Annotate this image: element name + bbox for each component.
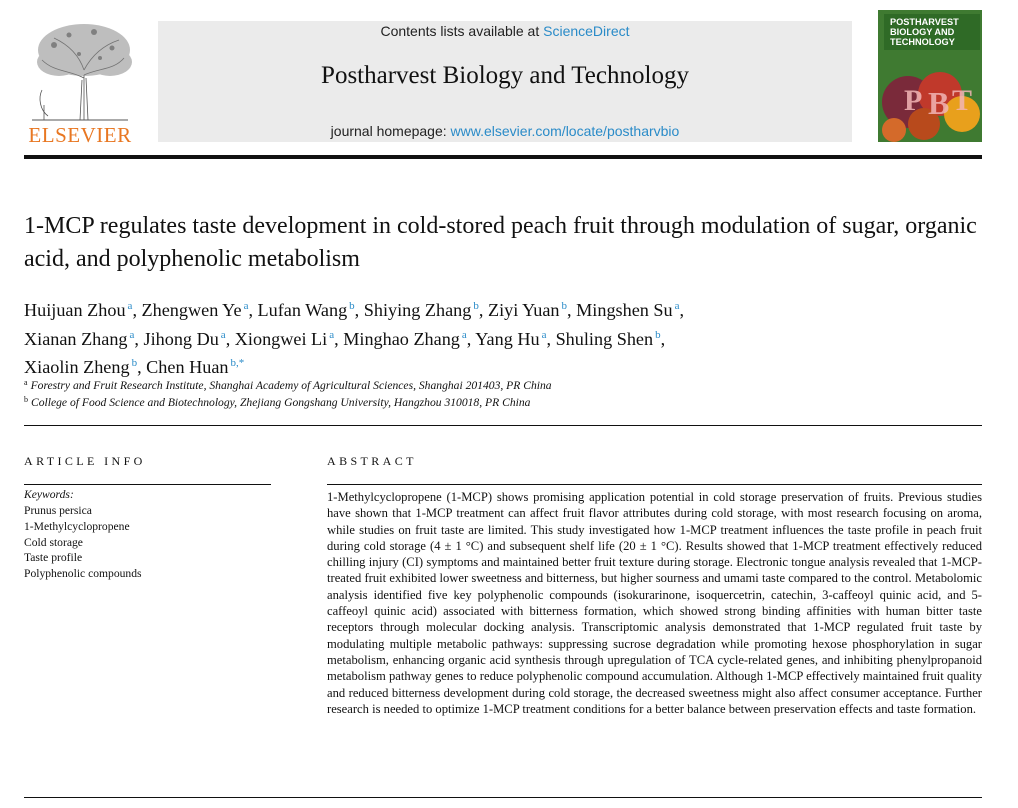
svg-text:P: P [904, 84, 923, 117]
author-affiliation-mark[interactable]: a [461, 328, 467, 341]
author-affiliation-mark[interactable]: b [561, 300, 568, 312]
svg-text:B: B [928, 85, 950, 121]
footer-rule [24, 797, 982, 798]
author-name[interactable]: Minghao Zhang [343, 328, 460, 349]
homepage-line [158, 123, 852, 139]
author-name[interactable]: Shiying Zhang [363, 300, 472, 320]
sciencedirect-link[interactable]: ScienceDirect [543, 23, 630, 39]
author-affiliation-mark[interactable]: b,* [230, 357, 245, 369]
elsevier-logo [24, 20, 136, 148]
affiliation-b [24, 395, 984, 409]
article-title: 1-MCP regulates taste development in cold-stored peach fruit through modulation of sugar, organic acid, and polyphenolic metabolism [24, 213, 977, 272]
section-rule [24, 425, 982, 426]
author-affiliation-mark[interactable]: a [674, 300, 680, 312]
svg-text:T: T [952, 84, 973, 117]
journal-homepage-link[interactable]: www.elsevier.com/locate/postharvbio [450, 123, 680, 139]
keyword-item: Cold storage [24, 536, 83, 549]
author-affiliation-mark[interactable]: b [131, 357, 138, 369]
author-affiliation-mark[interactable]: b [349, 300, 355, 312]
author-name[interactable]: Xiaolin Zheng [24, 357, 130, 377]
author-name[interactable]: Jihong Du [143, 328, 219, 349]
affiliation-mark: b [24, 395, 28, 404]
abstract-rule [327, 484, 982, 485]
keyword-item: 1-Methylcyclopropene [24, 520, 130, 533]
affiliation-mark: a [24, 378, 28, 387]
author-name[interactable]: Xiongwei Li [234, 328, 328, 349]
tree-engraving-icon [24, 20, 136, 122]
contents-line [158, 23, 852, 39]
keywords-label: Keywords: [24, 488, 74, 501]
author-list: Huijuan Zhou $^a$, Zhengwen Ye $^a$, Lufan Wang $^b$, Shiying Zhang $^b$, Ziyi Yuan $^b$, Mingshen Su $^a$, Xianan Zhang $^a$, Jihong Du $^a$, Xiongwei Li $^a$, Minghao Zhang $^a$, Yang Hu $^a$, Shuling Shen $^b$, Xiaolin Zheng $^b$, Chen Huan $^{b,*}$ [24, 300, 685, 377]
author-name[interactable]: Shuling Shen [555, 328, 654, 349]
author-name[interactable]: Yang Hu [475, 328, 540, 349]
author-name[interactable]: Mingshen Su [576, 300, 673, 320]
abstract-text: 1-Methylcyclopropene (1-MCP) shows promising application potential in cold storage preservation of fruits. Previous studies have shown that 1-MCP treatment can affect fruit flavor attributes during cold storage, with most research focusing on aroma, while studies on fruit taste are limited. This study investigated how 1-MCP treatment influences the taste profile in peach fruit during cold storage (4 ± 1 °C) and subsequent shelf life (20 ± 1 °C). Results showed that 1-MCP treatment effectively reduced chilling injury (CI) symptoms and maintained better fruit texture during storage. Electronic tongue analysis revealed that 1-MCP-treated fruit exhibited lower sweetness and bitterness, but higher sourness and umami taste compared to the control. Metabolomic analysis identified five key polyphenolic compounds (isokurarinone, isoquercetrin, catechin, 3-caffeoyl quinic acid, and 5-caffeoyl quinic acid) associated with bitterness formation, which showed strong binding affinities with human bitter taste receptors through molecular docking analysis. Transcriptomic analysis demonstrated that 1-MCP regulated fruit taste by modulating multiple metabolic pathways: suppressing sucrose degradation while promoting hexose phosphorylation in sugar metabolism, enhancing organic acid synthesis through upregulation of TCA cycle-related genes, and inhibiting phenylpropanoid metabolism pathway genes to reduce polyphenolic compound accumulation. Although 1-MCP effectively maintained fruit quality and reduced bitterness development during cold storage, the decreased sweetness might also affect consumer acceptance. Further research is needed to optimize 1-MCP treatment conditions for a better balance between preservation effects and taste formation. [327, 490, 982, 716]
affiliation-a [24, 378, 984, 392]
article-info-rule [24, 484, 271, 485]
author-name[interactable]: Lufan Wang [257, 300, 348, 320]
header-rule [24, 155, 982, 159]
affiliation-text: Forestry and Fruit Research Institute, Shanghai Academy of Agricultural Sciences, Shanghai 201403, PR China [30, 379, 552, 392]
author-name[interactable]: Ziyi Yuan [487, 300, 560, 320]
author-name[interactable]: Xianan Zhang [24, 328, 128, 349]
article-info-heading: ARTICLE INFO [24, 454, 146, 468]
author-name[interactable]: Chen Huan [146, 357, 229, 377]
author-affiliation-mark[interactable]: a [127, 300, 133, 312]
keyword-item: Taste profile [24, 551, 83, 564]
author-name[interactable]: Huijuan Zhou [24, 300, 126, 320]
journal-title: Postharvest Biology and Technology [321, 62, 689, 89]
author-affiliation-mark[interactable]: a [243, 300, 249, 312]
author-affiliation-mark[interactable]: a [220, 328, 226, 341]
keyword-item: Prunus persica [24, 504, 92, 517]
author-affiliation-mark[interactable]: a [541, 328, 547, 341]
author-affiliation-mark[interactable]: b [655, 328, 661, 341]
author-affiliation-mark[interactable]: a [329, 328, 335, 341]
cover-title: POSTHARVEST BIOLOGY AND TECHNOLOGY [890, 17, 959, 47]
contents-prefix: Contents lists available at [380, 23, 544, 39]
author-affiliation-mark[interactable]: b [473, 300, 479, 312]
author-affiliation-mark[interactable]: a [129, 328, 135, 341]
journal-banner [158, 21, 852, 142]
publisher-wordmark: ELSEVIER [28, 123, 132, 147]
abstract-heading: ABSTRACT [327, 454, 417, 468]
homepage-prefix: journal homepage: [330, 123, 451, 139]
author-name[interactable]: Zhengwen Ye [141, 300, 242, 320]
keyword-item: Polyphenolic compounds [24, 567, 142, 580]
journal-cover[interactable] [878, 10, 982, 142]
affiliation-text: College of Food Science and Biotechnology, Zhejiang Gongshang University, Hangzhou 310018, PR China [31, 396, 531, 409]
